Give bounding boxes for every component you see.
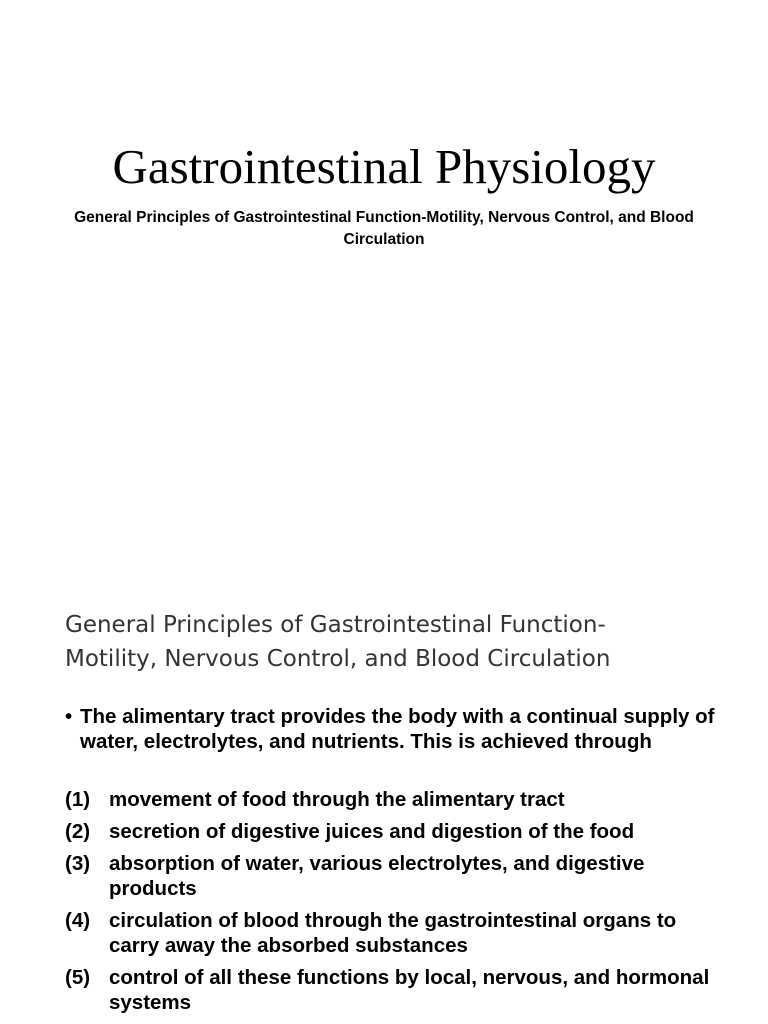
numbered-list: [65, 787, 725, 1022]
list-item: [65, 965, 725, 1015]
list-item-text: control of all these functions by local, nervous, and hormonal systems: [109, 966, 710, 1014]
bullet-text: The alimentary tract provides the body with a continual supply of water, electrolytes, and nutrients. This is achieved through: [80, 705, 715, 753]
list-item-text: movement of food through the alimentary tract: [109, 788, 565, 811]
list-item: [65, 851, 725, 901]
list-item: [65, 787, 725, 812]
list-item-number: (4): [65, 909, 91, 932]
bullet-paragraph: [65, 704, 725, 754]
list-item-number: (2): [65, 820, 91, 843]
list-item-number: (1): [65, 788, 91, 811]
content-slide: [0, 590, 768, 1024]
list-item-number: (3): [65, 852, 91, 875]
slide-title: Gastrointestinal Physiology: [112, 139, 656, 194]
list-item-text: absorption of water, various electrolytes, and digestive products: [109, 852, 645, 900]
slide-subtitle: General Principles of Gastrointestinal Function-Motility, Nervous Control, and Blood Circulation: [74, 209, 694, 248]
heading-line-1: General Principles of Gastrointestinal Function-: [65, 612, 606, 638]
bullet-icon: •: [65, 705, 73, 728]
list-item: [65, 819, 725, 844]
heading-line-2: Motility, Nervous Control, and Blood Circulation: [65, 646, 611, 672]
slide-heading: [65, 608, 745, 676]
list-item-text: secretion of digestive juices and digestion of the food: [109, 820, 635, 843]
list-item-number: (5): [65, 966, 91, 989]
list-item: [65, 908, 725, 958]
list-item-text: circulation of blood through the gastrointestinal organs to carry away the absorbed substances: [109, 909, 677, 957]
